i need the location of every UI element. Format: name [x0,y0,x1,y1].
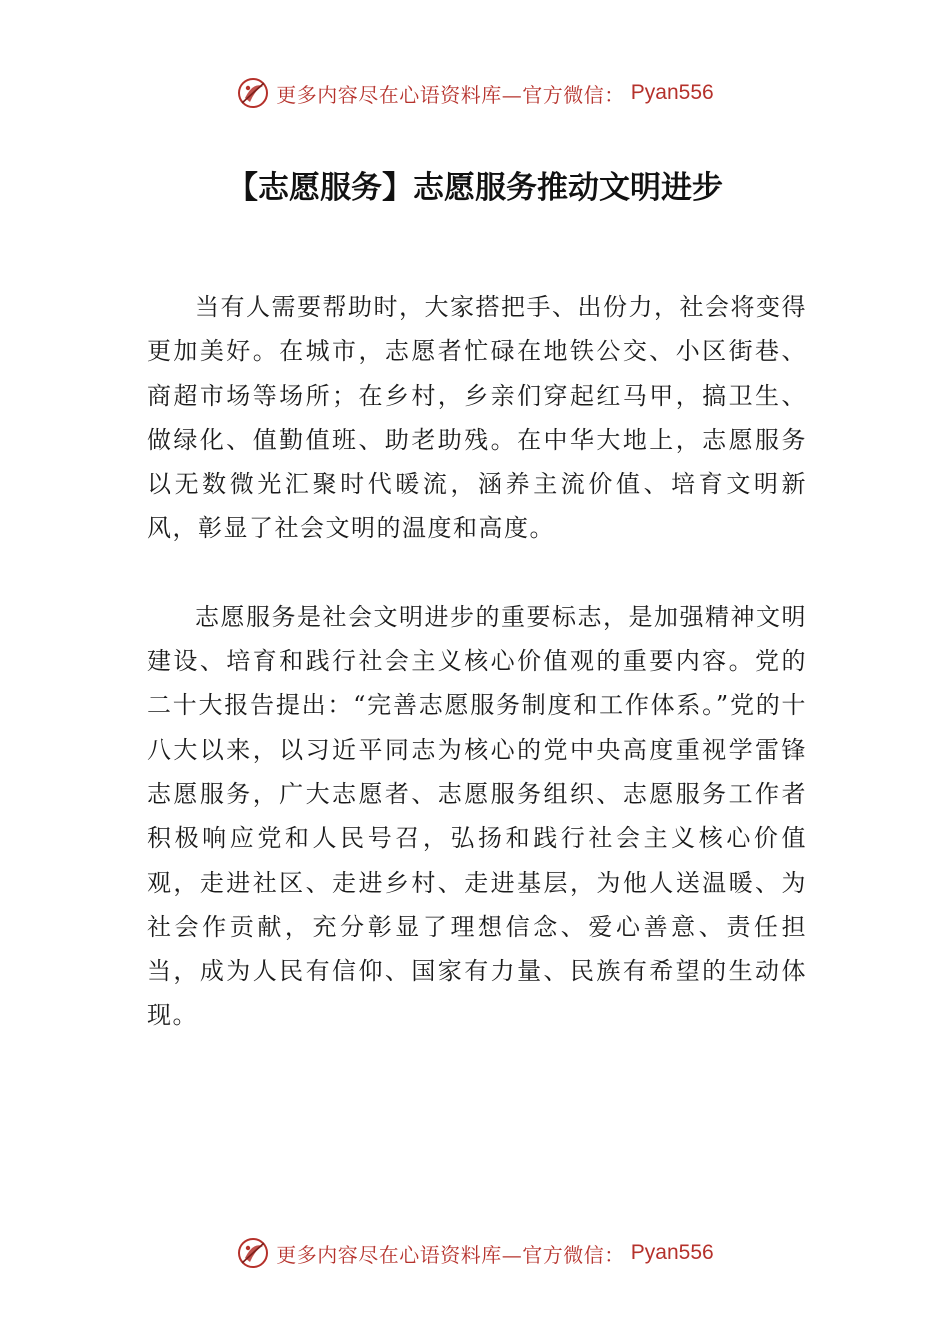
brand-logo-icon [236,76,270,110]
brand-logo-icon [236,1236,270,1270]
paragraph-1: 当有人需要帮助时，大家搭把手、出份力，社会将变得更加美好。在城市，志愿者忙碌在地铁公交、小区街巷、商超市场等场所；在乡村，乡亲们穿起红马甲，搞卫生、做绿化、值勤值班、助老助残。在中华大地上，志愿服务以无数微光汇聚时代暖流，涵养主流价值、培育文明新风，彰显了社会文明的温度和高度。 [147,293,807,543]
header-banner [0,73,950,113]
document-title: 【志愿服务】志愿服务推动文明进步 [227,170,723,206]
footer-banner-text: 更多内容尽在心语资料库—官方微信： [276,1242,625,1267]
header-wechat-id: Pyan556 [630,81,714,104]
article-body [147,285,807,1038]
footer-banner [0,1233,950,1273]
footer-wechat-id: Pyan556 [630,1241,714,1264]
header-banner-text: 更多内容尽在心语资料库—官方微信： [276,82,625,107]
paragraph-2: 志愿服务是社会文明进步的重要标志，是加强精神文明建设、培育和践行社会主义核心价值观的重要内容。党的二十大报告提出：“完善志愿服务制度和工作体系。”党的十八大以来，以习近平同志为核心的党中央高度重视学雷锋志愿服务，广大志愿者、志愿服务组织、志愿服务工作者积极响应党和人民号召，弘扬和践行社会主义核心价值观，走进社区、走进乡村、走进基层，为他人送温暖、为社会作贡献，充分彰显了理想信念、爱心善意、责任担当，成为人民有信仰、国家有力量、民族有希望的生动体现。 [147,602,807,1030]
